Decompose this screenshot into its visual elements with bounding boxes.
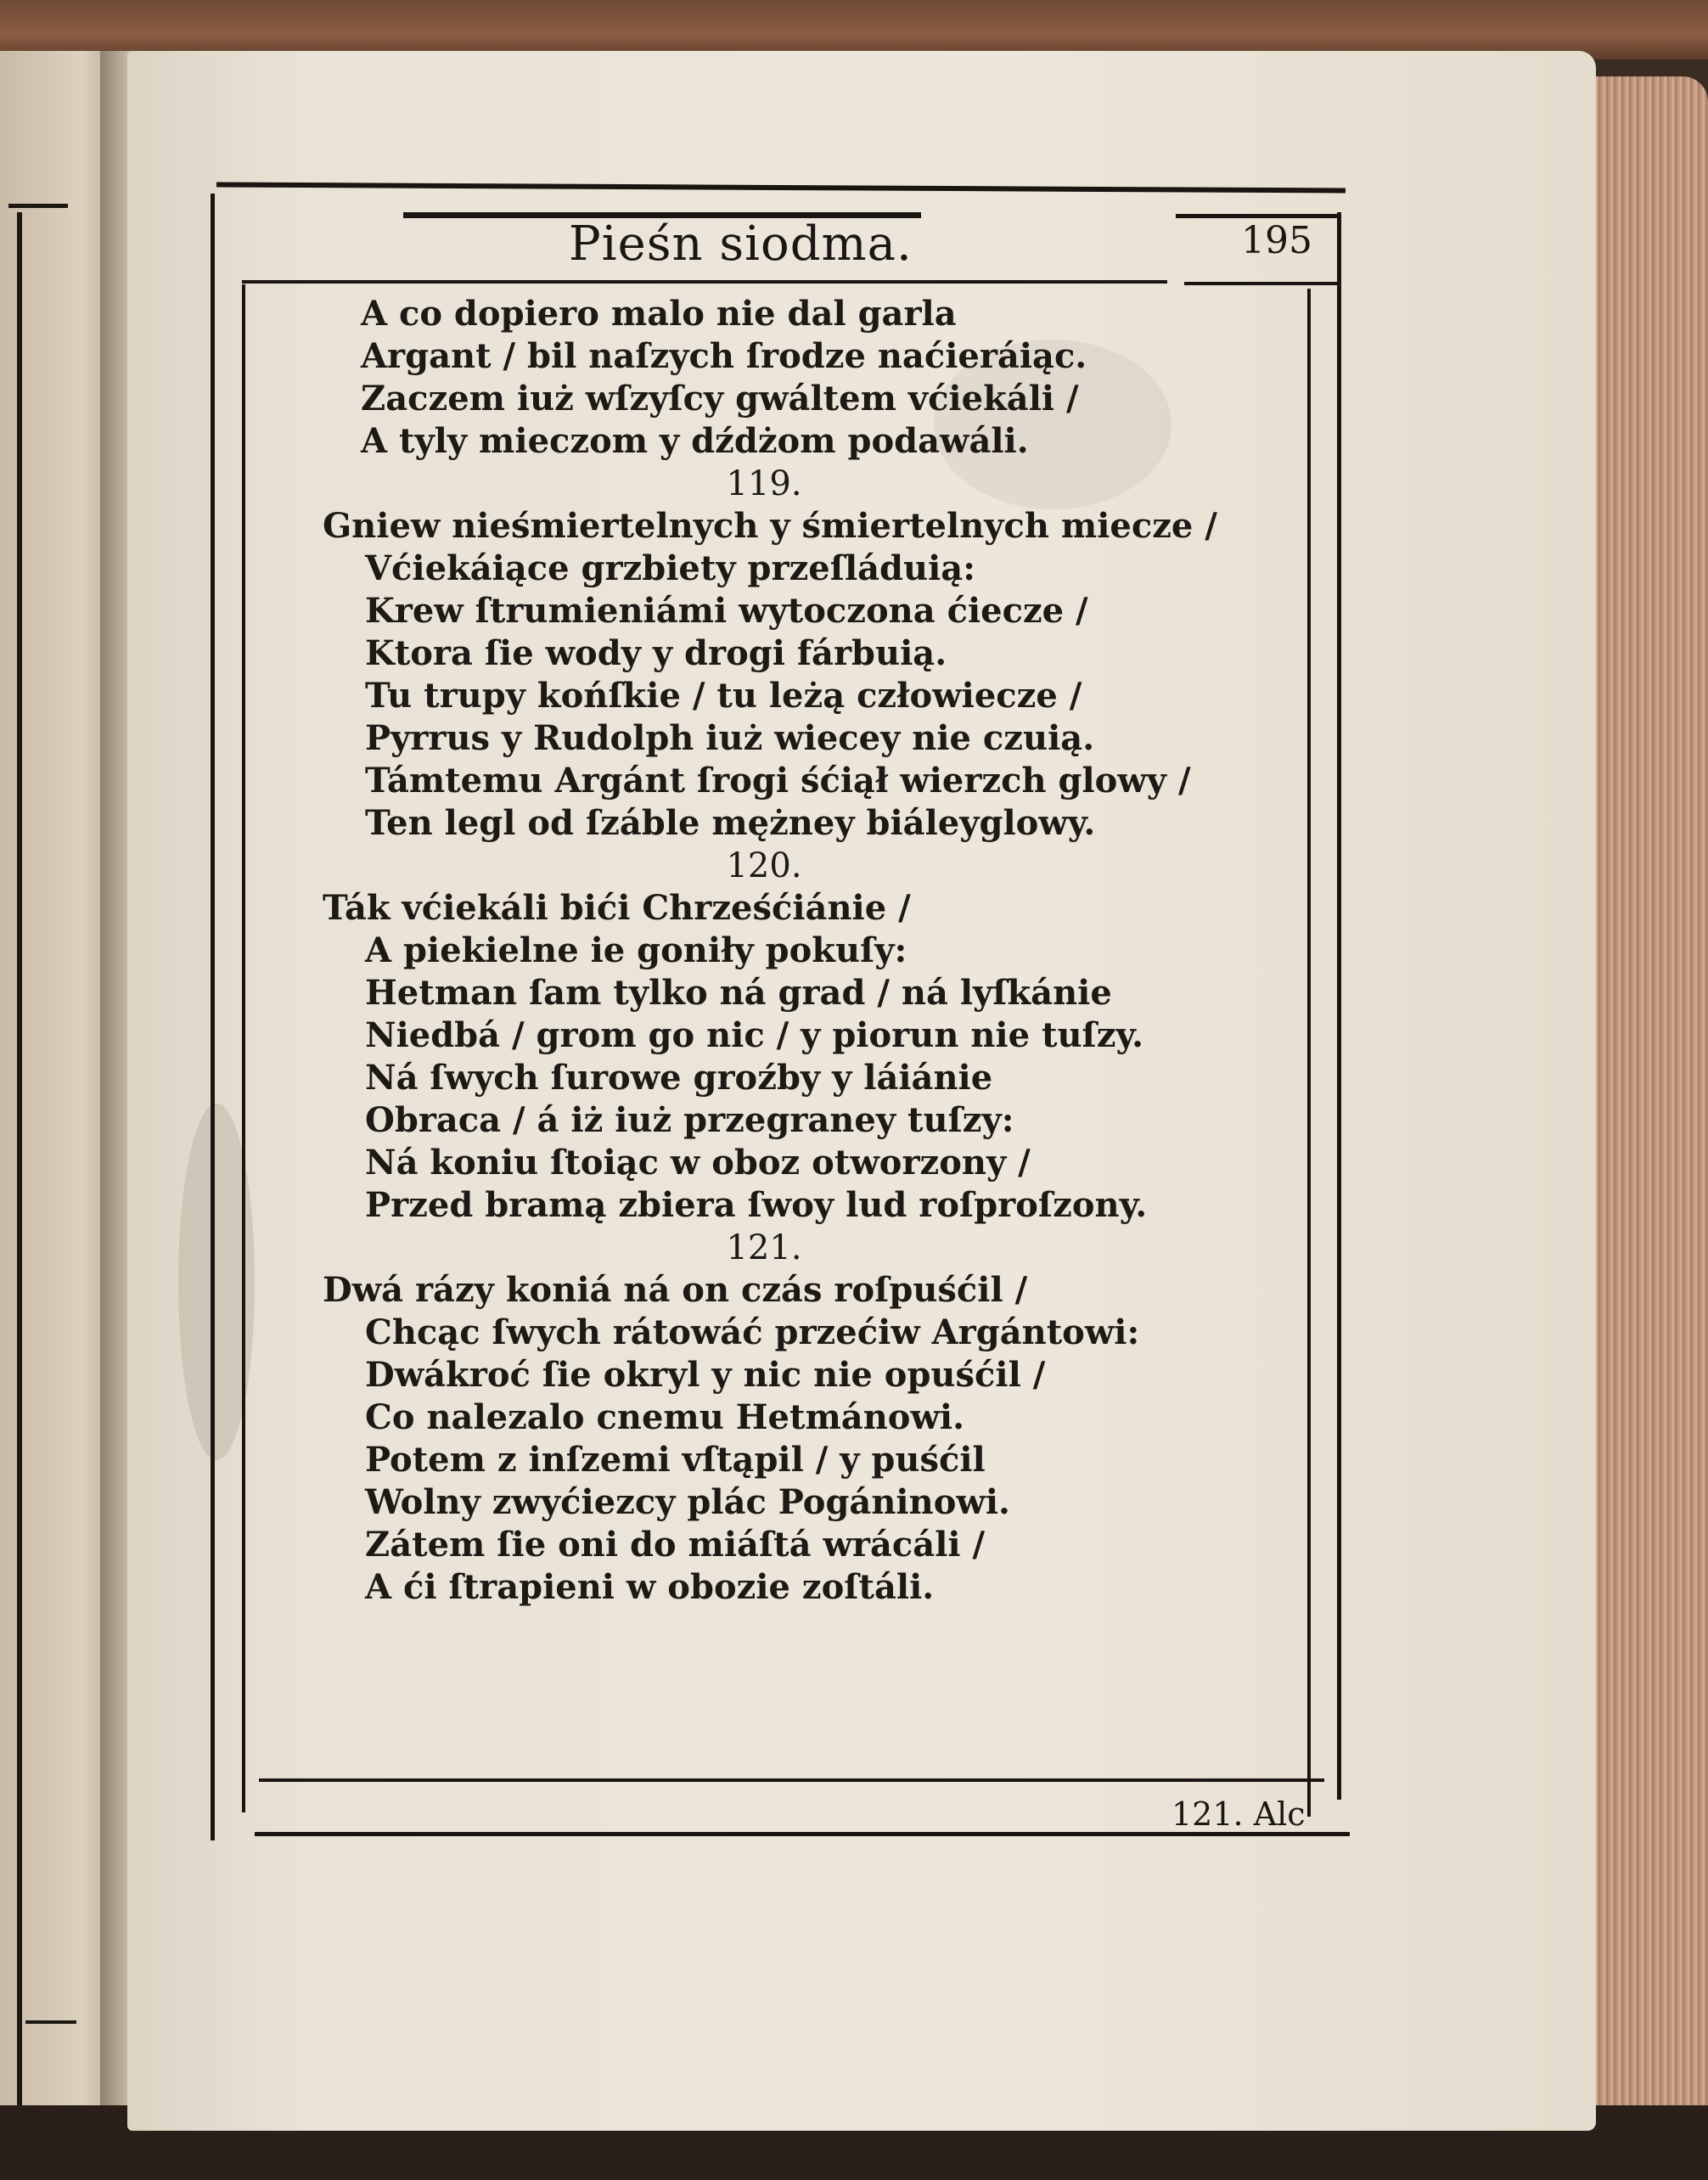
verse-line: Przed bramą zbiera ſwoy lud roſproſzony. (365, 1185, 1148, 1225)
frame-under-title-rule-right (1184, 282, 1337, 285)
verse-line: A co dopiero malo nie dal garla (361, 294, 957, 334)
verse-line: Co nalezalo cnemu Hetmánowi. (365, 1397, 965, 1437)
verse-line: Támtemu Argánt ſrogi śćiął wierzch glowy / (365, 761, 1191, 801)
running-title: Pieśn siodma. (569, 216, 913, 272)
verse-line: Pyrrus y Rudolph iuż wiecey nie czuią. (365, 718, 1095, 758)
verse-line: A ći ſtrapieni w obozie zoſtáli. (365, 1567, 935, 1607)
verse-line: Obraca / á iż iuż przegraney tuſzy: (365, 1100, 1014, 1140)
verse-line: Argant / bil naſzych ſrodze naćieráiąc. (361, 336, 1087, 376)
verse-line: Ktora ſie wody y drogi fárbuią. (365, 633, 947, 673)
verse-line: Potem z inſzemi vſtąpil / y puśćil (365, 1440, 986, 1480)
page-number: 195 (1241, 219, 1312, 262)
frame-left-outer (211, 194, 215, 1840)
verse-line: Vćiekáiące grzbiety przeſláduią: (365, 548, 975, 588)
verse-line: Krew ſtrumieniámi wytoczona ćiecze / (365, 591, 1088, 631)
stanza (323, 463, 1290, 845)
verse-line: A tyly mieczom y dźdżom podawáli. (361, 421, 1029, 461)
stanza-number: 120. (726, 846, 802, 885)
verse-line: Dwá rázy koniá ná on czás roſpuśćil / (323, 1270, 1028, 1310)
frame-bottom-inner (259, 1778, 1324, 1782)
verse-line: Zaczem iuż wſzyſcy gwáltem vćiekáli / (361, 379, 1079, 419)
stanza (323, 1227, 1290, 1609)
verse-line: Ná koniu ſtoiąc w oboz otworzony / (365, 1143, 1031, 1183)
frame-left-inner (242, 284, 245, 1812)
verse-line: Hetman ſam tylko ná grad / ná lyſkánie (365, 973, 1112, 1013)
verse-line: Wolny zwyćiezcy plác Pogáninowi. (365, 1482, 1010, 1522)
frame-header-rule-right (1176, 214, 1337, 218)
catchword: 121. Alc (1171, 1795, 1306, 1833)
stanza (323, 845, 1290, 1227)
verse-line: A piekielne ie goniły pokuſy: (365, 930, 907, 970)
verse-line: Ná ſwych ſurowe groźby y láiánie (365, 1058, 993, 1098)
poem-text (323, 293, 1290, 1609)
page-edges (1579, 76, 1708, 2131)
frame-right-outer (1337, 212, 1341, 1800)
verse-line: Niedbá / grom go nic / y piorun nie tuſzy. (365, 1015, 1144, 1055)
stanza (323, 293, 1290, 463)
verse-line: Ten legl od ſzáble mężney biáleyglowy. (365, 803, 1096, 843)
frame-right-inner (1307, 289, 1311, 1817)
stanza-number: 119. (726, 464, 802, 503)
verse-line: Tu trupy końſkie / tu leżą człowiecze / (365, 676, 1082, 716)
verse-line: Ták vćiekáli bići Chrześćiánie / (323, 888, 911, 928)
verse-line: Dwákroć ſie okryl y nic nie opuśćil / (365, 1355, 1046, 1395)
verse-line: Chcąc ſwych rátowáć przećiw Argántowi: (365, 1312, 1140, 1352)
verse-line: Gniew nieśmiertelnych y śmiertelnych miecze / (323, 506, 1217, 546)
stanza-number: 121. (726, 1228, 802, 1267)
verse-line: Zátem ſie oni do miáſtá wrácáli / (365, 1525, 986, 1565)
